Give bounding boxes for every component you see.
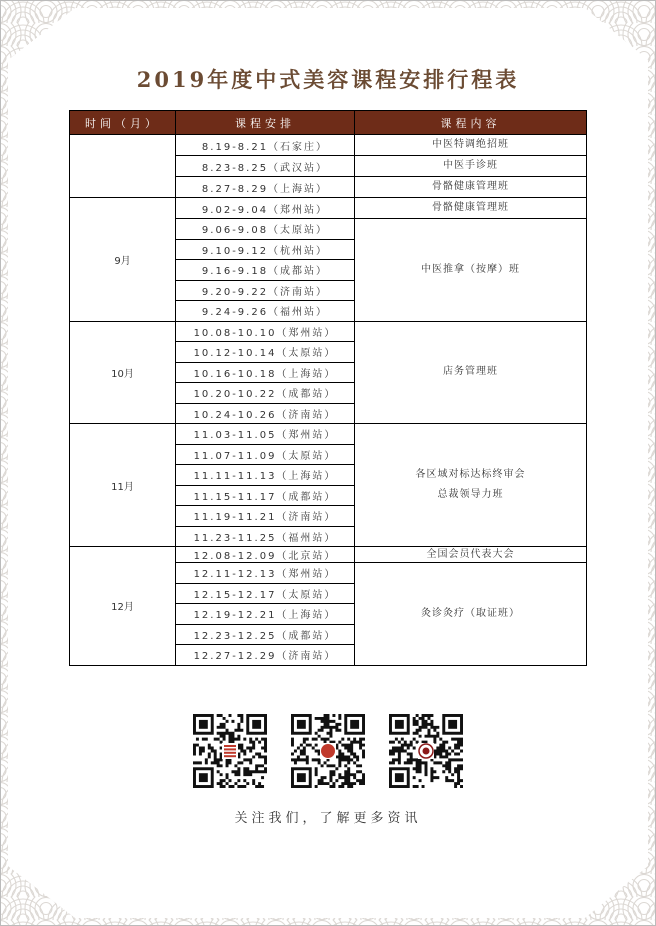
schedule-table [69,110,587,666]
schedule-cell: 12.19-12.21（上海站） [176,604,355,625]
follow-us-text: 关注我们，了解更多资讯 [234,811,422,826]
month-cell: 9月 [70,198,176,322]
schedule-cell: 8.23-8.25（武汉站） [176,156,355,177]
schedule-cell: 12.11-12.13（郑州站） [176,563,355,584]
content-cell: 全国会员代表大会 [355,547,587,563]
schedule-cell: 9.06-9.08（太原站） [176,219,355,240]
table-header-row [70,111,587,135]
content-cell: 中医推拿（按摩）班 [355,219,587,322]
schedule-cell: 9.10-9.12（杭州站） [176,239,355,260]
content-cell: 各区域对标达标终审会 总裁领导力班 [355,424,587,547]
schedule-cell: 11.11-11.13（上海站） [176,465,355,486]
schedule-cell: 9.20-9.22（济南站） [176,280,355,301]
qr-finder-mark [344,714,365,735]
schedule-cell: 10.24-10.26（济南站） [176,403,355,424]
header-content: 课程内容 [355,111,587,135]
qr-finder-mark [193,767,214,788]
content-cell: 中医手诊班 [355,156,587,177]
table-row [70,547,587,563]
content-cell: 店务管理班 [355,321,587,424]
table-row [70,135,587,156]
qr-finder-mark [291,714,312,735]
schedule-cell: 8.19-8.21（石家庄） [176,135,355,156]
schedule-cell: 9.16-9.18（成都站） [176,260,355,281]
header-schedule: 课程安排 [176,111,355,135]
qr-code-2[interactable] [291,714,365,788]
schedule-cell: 12.15-12.17（太原站） [176,583,355,604]
month-cell [70,135,176,198]
schedule-cell: 12.08-12.09（北京站） [176,547,355,563]
qr-finder-mark [193,714,214,735]
schedule-cell: 11.23-11.25（福州站） [176,526,355,547]
schedule-cell: 12.23-12.25（成都站） [176,624,355,645]
qr-code-3[interactable] [389,714,463,788]
month-cell: 12月 [70,547,176,666]
schedule-cell: 11.19-11.21（济南站） [176,506,355,527]
content-cell: 中医特调绝招班 [355,135,587,156]
schedule-cell: 11.03-11.05（郑州站） [176,424,355,445]
header-month: 时间（月） [70,111,176,135]
table-row [70,424,587,445]
schedule-cell: 12.27-12.29（济南站） [176,645,355,666]
content-cell: 骨骼健康管理班 [355,198,587,219]
schedule-cell: 9.02-9.04（郑州站） [176,198,355,219]
content-cell: 骨骼健康管理班 [355,177,587,198]
content-cell: 灸诊灸疗（取证班） [355,563,587,666]
schedule-cell: 10.12-10.14（太原站） [176,342,355,363]
qr-finder-mark [291,767,312,788]
schedule-cell: 10.08-10.10（郑州站） [176,321,355,342]
qr-finder-mark [389,714,410,735]
schedule-cell: 10.16-10.18（上海站） [176,362,355,383]
schedule-cell: 11.15-11.17（成都站） [176,485,355,506]
table-row [70,198,587,219]
qr-finder-mark [442,714,463,735]
schedule-cell: 9.24-9.26（福州站） [176,301,355,322]
month-cell: 10月 [70,321,176,424]
schedule-cell: 11.07-11.09（太原站） [176,444,355,465]
qr-code-row [0,714,656,788]
qr-code-1[interactable] [193,714,267,788]
qr-finder-mark [389,767,410,788]
qr-finder-mark [246,714,267,735]
table-row [70,321,587,342]
schedule-cell: 8.27-8.29（上海站） [176,177,355,198]
page-title: 2019年度中式美容课程安排行程表 [136,67,520,92]
schedule-cell: 10.20-10.22（成都站） [176,383,355,404]
month-cell: 11月 [70,424,176,547]
